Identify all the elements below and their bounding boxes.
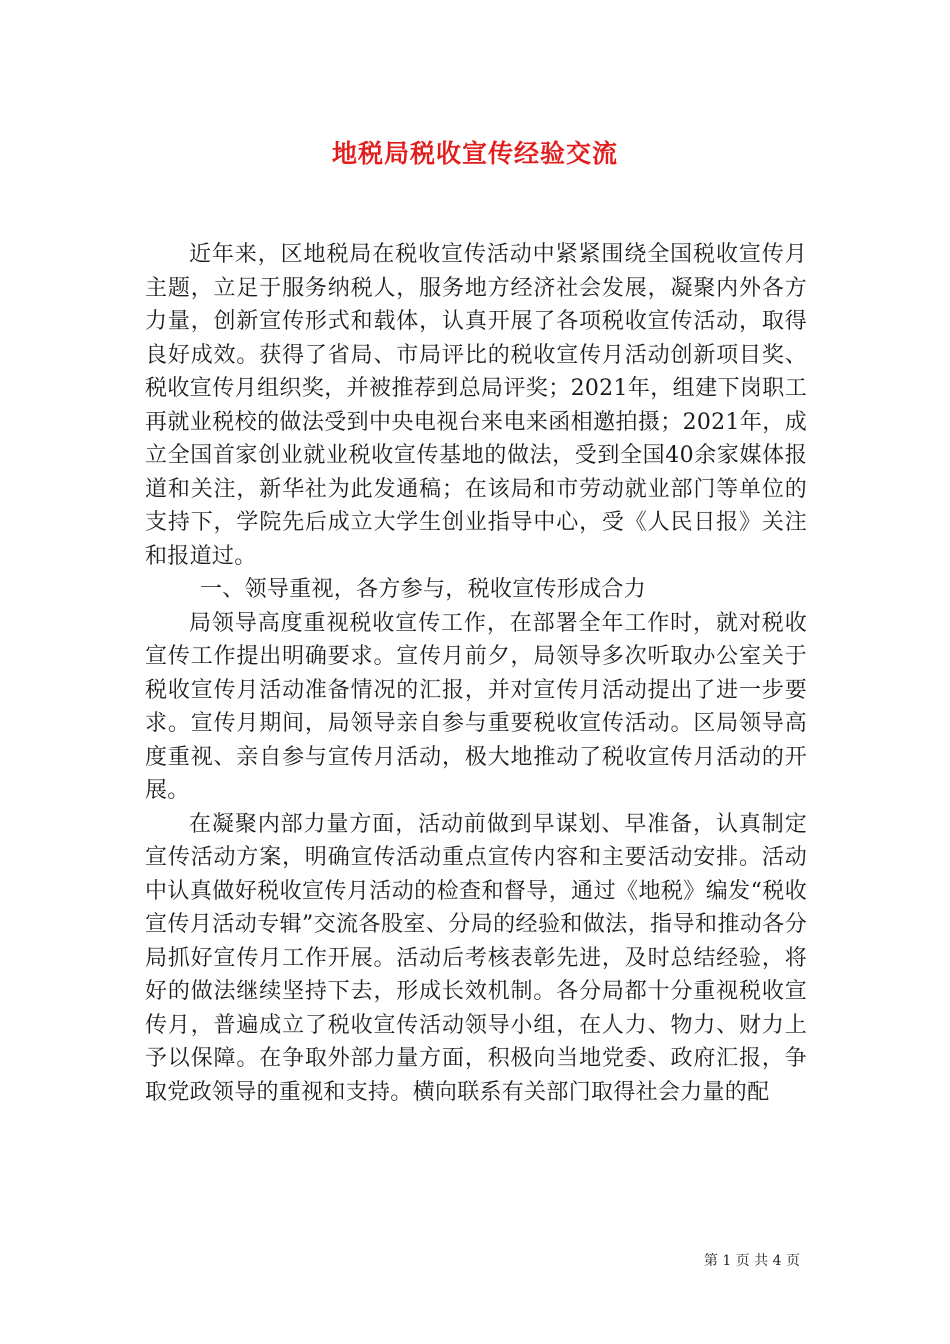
- paragraph-leadership: 局领导高度重视税收宣传工作，在部署全年工作时，就对税收宣传工作提出明确要求。宣传月前夕，局领导多次听取办公室关于税收宣传月活动准备情况的汇报，并对宣传月活动提出了进一步要求。宣传月期间，局领导亲自参与重要税收宣传活动。区局领导高度重视、亲自参与宣传月活动，极大地推动了税收宣传月活动的开展。: [145, 610, 807, 803]
- section-heading-1: 一、领导重视，各方参与，税收宣传形成合力: [200, 577, 647, 602]
- document-title: 地税局税收宣传经验交流: [331, 139, 618, 168]
- page-number: 第 1 页 共 4 页: [703, 1253, 800, 1269]
- paragraph-intro: 近年来，区地税局在税收宣传活动中紧紧围绕全国税收宣传月主题，立足于服务纳税人，服务地方经济社会发展，凝聚内外各方力量，创新宣传形式和载体，认真开展了各项税收宣传活动，取得良好成效。获得了省局、市局评比的税收宣传月活动创新项目奖、税收宣传月组织奖，并被推荐到总局评奖；2021年，组建下岗职工再就业税校的做法受到中央电视台来电来函相邀拍摄；2021年，成立全国首家创业就业税收宣传基地的做法，受到全国40余家媒体报道和关注，新华社为此发通稿；在该局和市劳动就业部门等单位的支持下，学院先后成立大学生创业指导中心，受《人民日报》关注和报道过。: [145, 242, 807, 569]
- paragraph-internal-force: 在凝聚内部力量方面，活动前做到早谋划、早准备，认真制定宣传活动方案，明确宣传活动重点宣传内容和主要活动安排。活动中认真做好税收宣传月活动的检查和督导，通过《地税》编发“税收宣传月活动专辑”交流各股室、分局的经验和做法，指导和推动各分局抓好宣传月工作开展。活动后考核表彰先进，及时总结经验，将好的做法继续坚持下去，形成长效机制。各分局都十分重视税收宣传月，普遍成立了税收宣传活动领导小组，在人力、物力、财力上予以保障。在争取外部力量方面，积极向当地党委、政府汇报，争取党政领导的重视和支持。横向联系有关部门取得社会力量的配: [145, 811, 807, 1105]
- document-body: [145, 238, 807, 1109]
